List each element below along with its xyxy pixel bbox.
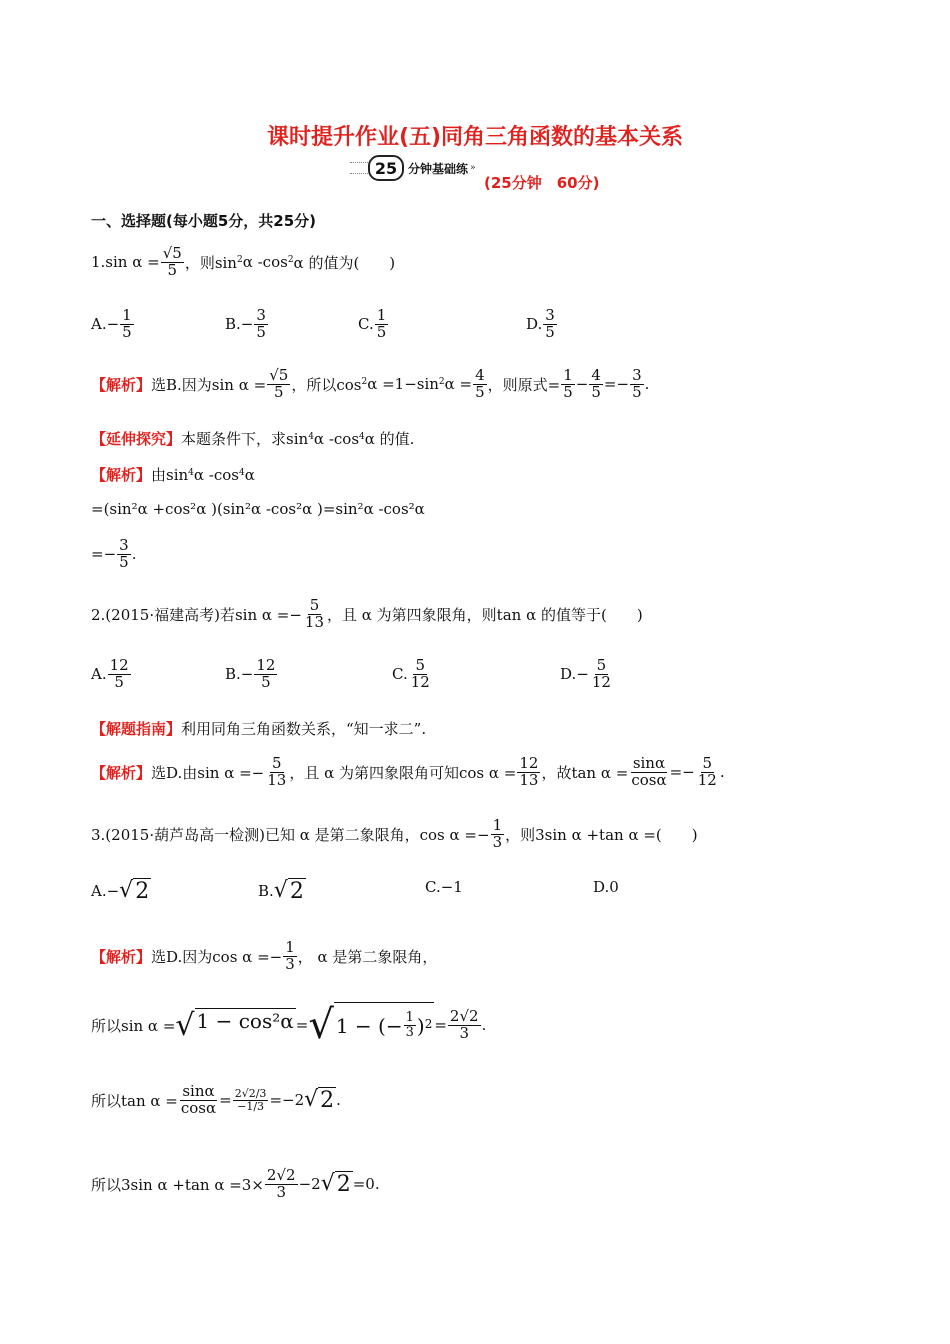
extension-step-2: =(sin²α +cos²α )(sin²α -cos²α )=sin²α -cos²α [91,500,425,518]
q1-option-a[interactable]: A.− $\frac{1}{5}$ [91,306,132,341]
badge-label: 分钟基础练 [408,161,469,176]
q3-option-d[interactable]: D.0 [593,878,619,896]
badge-decoration [350,162,368,174]
badge-number: 25 [368,155,404,181]
extension-question: 【延伸探究】 本题条件下，求sin $^4$ α -cos $^4$ α 的值. [91,429,415,448]
q2-stem: 2.(2015·福建高考)若sin α =− $\frac{5}{13}$ ，且 α 为第四象限角，则tan α 的值等于( ) [91,596,643,631]
extension-step-3: =− $\frac{3}{5}$ . [91,536,137,571]
q3-analysis: 【解析】 选D.因为cos α =− $\frac{1}{3}$ ， α 是第二象限角， [91,938,438,973]
page-title: 课时提升作业(五)同角三角函数的基本关系 [266,125,684,150]
q1-analysis: 【解析】 选B.因为sin α = $\frac{√5}{5}$ ，所以cos $^2$ α =1−sin $^2$ α = $\frac{4}{5}$ ，则原式= $\frac{1}{5}$ − $\frac{4}{5}$ =− $\frac{3}{5}$ . [91,366,650,401]
q1-option-d[interactable]: D. $\frac{3}{5}$ [526,306,555,341]
q2-option-c[interactable]: C. $\frac{5}{12}$ [392,656,430,691]
q1-option-b[interactable]: B.− $\frac{3}{5}$ [225,306,266,341]
q2-analysis: 【解析】 选D.由sin α =− $\frac{5}{13}$ ，且 α 为第四象限角可知cos α = $\frac{12}{13}$ ，故tan α = $\frac{\sin\alpha}{\cos\alpha}$ =− $\frac{5}{12}$ . [91,754,725,789]
q3-step-tan: 所以tan α = $\frac{\sin\alpha}{\cos\alpha}$ = $\frac{2√2/3}{-1/3}$ =−2 √ 2 . [91,1082,341,1117]
time-score: (25分钟 60分) [484,174,600,192]
extension-analysis: 【解析】 由sin $^4$ α -cos $^4$ α [91,465,255,484]
q2-option-d[interactable]: D.− $\frac{5}{12}$ [560,656,611,691]
q2-guide: 【解题指南】 利用同角三角函数关系，“知一求二”. [91,720,427,738]
q3-step-sin: 所以sin α = √ 1 − cos²α = √ 1 − (− $\frac{1}{3}$ ) $^2$ = $\frac{2√2}{3}$ . [91,1002,487,1048]
q2-option-b[interactable]: B.− $\frac{12}{5}$ [225,656,276,691]
q3-stem: 3.(2015·葫芦岛高一检测)已知 α 是第二象限角，cos α =− $\frac{1}{3}$ ，则3sin α +tan α =( ) [91,816,698,851]
section-heading: 一、选择题(每小题5分，共25分) [91,212,317,230]
q2-option-a[interactable]: A. $\frac{12}{5}$ [91,656,129,691]
q3-option-b[interactable]: B. √ 2 [258,878,304,904]
q1-option-c[interactable]: C. $\frac{1}{5}$ [358,306,387,341]
arrow-icon: » [470,163,476,173]
q3-option-a[interactable]: A.− √ 2 [91,878,150,904]
q3-option-c[interactable]: C.−1 [425,878,463,896]
time-badge [350,156,476,180]
q1-stem: 1.sin α = $\frac{√5}{5}$ ，则sin $^2$ α -cos $^2$ α 的值为( ) [91,244,396,279]
q3-step-result: 所以3sin α +tan α =3× $\frac{2√2}{3}$ −2 √ 2 =0. [91,1166,380,1201]
